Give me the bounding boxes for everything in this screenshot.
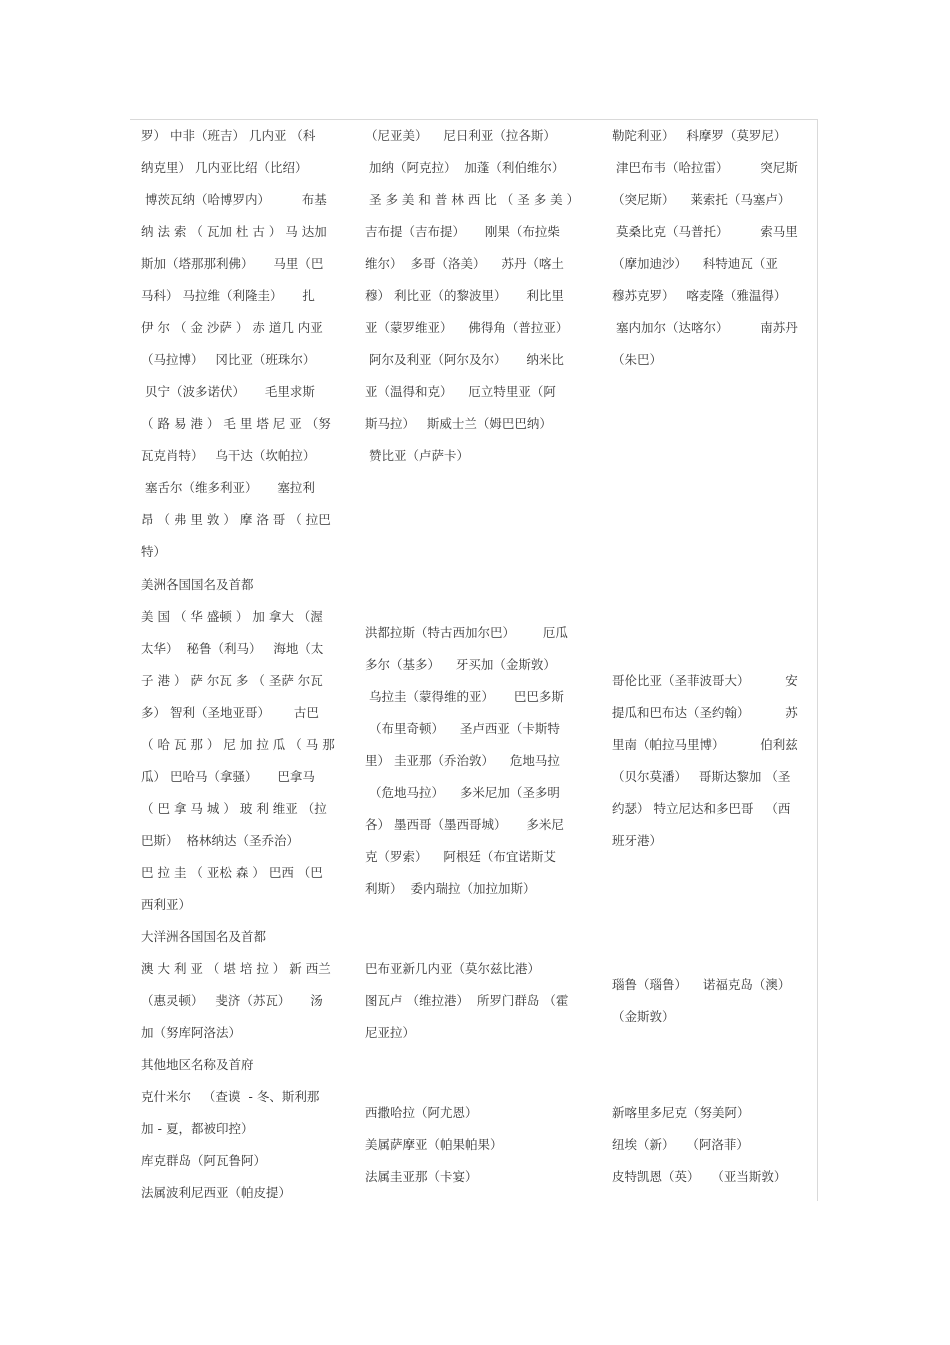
text-line: 赞比亚（卢萨卡） [365, 448, 469, 463]
text-line: 法属波利尼西亚（帕皮提） [141, 1185, 292, 1200]
text-line: 塞舌尔（维多利亚） 塞拉利 [141, 480, 315, 495]
text-line: （摩加迪沙） 科特迪瓦（亚 [612, 256, 778, 271]
text-line: 洪都拉斯（特古西加尔巴） 厄瓜 [365, 625, 568, 640]
text-line: 太华） 秘鲁（利马） 海地（太 [141, 641, 324, 656]
text-line: 莫桑比克（马普托） 索马里 [612, 224, 798, 239]
text-line: 加 - 夏，都被印控） [141, 1121, 254, 1136]
text-line: （ 路 易 港 ） 毛 里 塔 尼 亚 （努 [141, 416, 331, 431]
text-line: 瓦克肖特） 乌干达（坎帕拉） [141, 448, 316, 463]
america-heading: 美洲各国国名及首都 [141, 577, 254, 592]
text-line: （贝尔莫潘） 哥斯达黎加 （圣 [612, 769, 791, 784]
text-line: 勒陀利亚） 科摩罗（莫罗尼） [612, 128, 787, 143]
text-line: 加（努库阿洛法） [141, 1025, 242, 1040]
text-line: 维尔） 多哥（洛美） 苏丹（喀土 [365, 256, 564, 271]
text-line: 博茨瓦纳（哈博罗内） 布基 [141, 192, 327, 207]
text-line: 美 国 （ 华 盛顿 ） 加 拿大 （渥 [141, 609, 323, 624]
america-column-3 [612, 665, 812, 857]
text-line: 巴 拉 圭 （ 亚松 森 ） 巴西 （巴 [141, 865, 323, 880]
text-line: 哥伦比亚（圣菲波哥大） 安 [612, 673, 798, 688]
text-line: 穆苏克罗） 喀麦隆（雅温得） [612, 288, 787, 303]
text-line: 克什米尔 （查谟 - 冬、斯利那 [141, 1089, 320, 1104]
text-line: 利斯） 委内瑞拉（加拉加斯） [365, 881, 536, 896]
text-line: （马拉博） 冈比亚（班珠尔） [141, 352, 316, 367]
text-line: 阿尔及利亚（阿尔及尔） 纳米比 [365, 352, 564, 367]
text-line: 西撒哈拉（阿尤恩） [365, 1105, 478, 1120]
frame-right-border [817, 119, 818, 1201]
text-line: 约瑟） 特立尼达和多巴哥 （西 [612, 801, 791, 816]
text-line: 纳 法 索 （ 瓦加 杜 古 ） 马 达加 [141, 224, 327, 239]
text-line: （金斯敦） [612, 1009, 675, 1024]
text-line: 库克群岛（阿瓦鲁阿） [141, 1153, 267, 1168]
text-line: 穆） 利比亚（的黎波里） 利比里 [365, 288, 564, 303]
text-line: 瑙鲁（瑙鲁） 诺福克岛（澳） [612, 977, 791, 992]
text-line: 新喀里多尼克（努美阿） [612, 1105, 750, 1120]
text-line: （尼亚美） 尼日利亚（拉各斯） [365, 128, 556, 143]
text-line: （ 巴 拿 马 城 ） 玻 利 维亚 （拉 [141, 801, 327, 816]
text-line: 子 港 ） 萨 尔瓦 多 （ 圣萨 尔瓦 [141, 673, 323, 688]
text-line: （朱巴） [612, 352, 663, 367]
text-line: （危地马拉） 多米尼加（圣多明 [365, 785, 560, 800]
text-line: 特） [141, 544, 167, 559]
text-line: 罗） 中非（班吉） 几内亚 （科 [141, 128, 316, 143]
text-line: 法属圭亚那（卡宴） [365, 1169, 478, 1184]
text-line: （布里奇顿） 圣卢西亚（卡斯特 [365, 721, 560, 736]
text-line: 斯马拉） 斯威士兰（姆巴巴纳） [365, 416, 552, 431]
africa-column-2 [365, 120, 585, 472]
text-line: 尼亚拉） [365, 1025, 416, 1040]
text-line: 美属萨摩亚（帕果帕果） [365, 1137, 503, 1152]
text-line: 巴布亚新几内亚（莫尔兹比港） [365, 961, 541, 976]
text-line: 澳 大 利 亚 （ 堪 培 拉 ） 新 西兰 [141, 961, 331, 976]
text-line: 乌拉圭（蒙得维的亚） 巴巴多斯 [365, 689, 564, 704]
text-line: 皮特凯恩（英） （亚当斯敦） [612, 1169, 787, 1184]
africa-column-1 [141, 120, 341, 568]
text-line: 亚（温得和克） 厄立特里亚（阿 [365, 384, 556, 399]
text-line: 瓜） 巴哈马（拿骚） 巴拿马 [141, 769, 315, 784]
text-line: 班牙港） [612, 833, 663, 848]
other-heading: 其他地区名称及首府 [141, 1057, 254, 1072]
africa-column-3 [612, 120, 812, 376]
america-column-1 [141, 601, 341, 921]
text-line: 纽埃（新） （阿洛菲） [612, 1137, 749, 1152]
text-line: 各） 墨西哥（墨西哥城） 多米尼 [365, 817, 564, 832]
text-line: 巴斯） 格林纳达（圣乔治） [141, 833, 299, 848]
text-line: 西利亚） [141, 897, 192, 912]
text-line: 伊 尔 （ 金 沙萨 ） 赤 道几 内亚 [141, 320, 323, 335]
text-line: 斯加（塔那那利佛） 马里（巴 [141, 256, 324, 271]
text-line: 纳克里） 几内亚比绍（比绍） [141, 160, 308, 175]
text-line: 马科） 马拉维（利隆圭） 扎 [141, 288, 315, 303]
other-column-2 [365, 1097, 585, 1193]
text-line: 加纳（阿克拉） 加蓬（利伯维尔） [365, 160, 565, 175]
oceania-heading: 大洋洲各国国名及首都 [141, 929, 267, 944]
other-column-1 [141, 1081, 341, 1209]
america-column-2 [365, 617, 585, 905]
oceania-column-1 [141, 953, 341, 1049]
other-column-3 [612, 1097, 812, 1193]
text-line: 里南（帕拉马里博） 伯利兹 [612, 737, 798, 752]
text-line: 图瓦卢 （维拉港） 所罗门群岛 （霍 [365, 993, 569, 1008]
text-line: （惠灵顿） 斐济（苏瓦） 汤 [141, 993, 323, 1008]
text-line: 亚（蒙罗维亚） 佛得角（普拉亚） [365, 320, 569, 335]
text-line: 昂 （ 弗 里 敦 ） 摩 洛 哥 （ 拉巴 [141, 512, 331, 527]
text-line: 多） 智利（圣地亚哥） 古巴 [141, 705, 319, 720]
text-line: 提瓜和巴布达（圣约翰） 苏 [612, 705, 798, 720]
text-line: （突尼斯） 莱索托（马塞卢） [612, 192, 791, 207]
text-line: 克（罗索） 阿根廷（布宜诺斯艾 [365, 849, 556, 864]
oceania-column-2 [365, 953, 585, 1049]
text-line: 津巴布韦（哈拉雷） 突尼斯 [612, 160, 798, 175]
oceania-column-3 [612, 969, 812, 1033]
text-line: 吉布提（吉布提） 刚果（布拉柴 [365, 224, 560, 239]
text-line: 多尔（基多） 牙买加（金斯敦） [365, 657, 556, 672]
text-line: 贝宁（波多诺伏） 毛里求斯 [141, 384, 315, 399]
text-line: 里） 圭亚那（乔治敦） 危地马拉 [365, 753, 560, 768]
text-line: （ 哈 瓦 那 ） 尼 加 拉 瓜 （ 马 那 [141, 737, 335, 752]
text-line: 塞内加尔（达喀尔） 南苏丹 [612, 320, 798, 335]
text-line: 圣 多 美 和 普 林 西 比 （ 圣 多 美 ） [365, 192, 580, 207]
